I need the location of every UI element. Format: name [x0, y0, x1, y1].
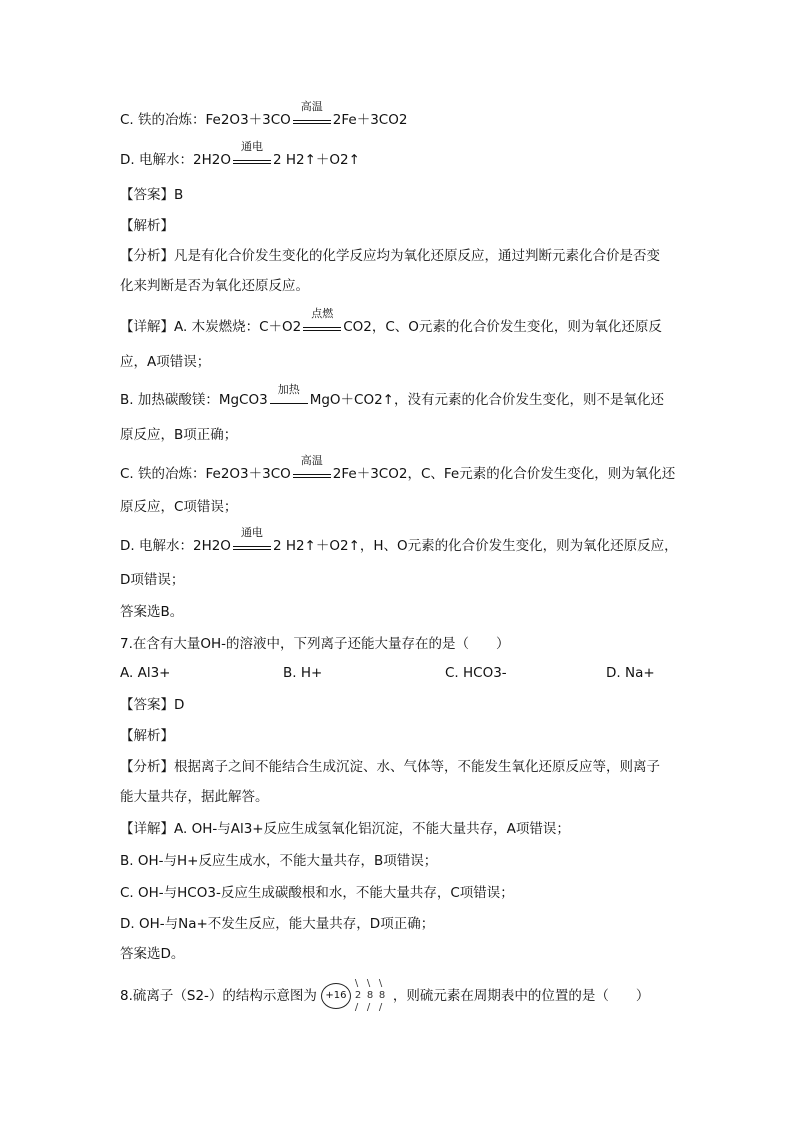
analysis-2-a: 【分析】根据离子之间不能结合生成沉淀、水、气体等，不能发生氧化还原反应等，则离子	[120, 759, 660, 775]
option-c-label: C. 铁的冶炼：	[120, 112, 206, 128]
detail-a-line	[120, 307, 662, 337]
detail-a-text-1: 【详解】A. 木炭燃烧：C＋O2	[120, 319, 302, 335]
question-8	[120, 980, 649, 1012]
analysis-2-b: 能大量共存，据此解答。	[120, 789, 269, 805]
condition-electric-2: 通电	[233, 534, 271, 550]
option-d-eq-right: 2 H2↑＋O2↑	[272, 152, 360, 168]
shell-1: \ 2 /	[354, 978, 362, 1013]
shell-3: \ 8 /	[378, 978, 386, 1013]
detail-d-cont: D项错误；	[120, 572, 185, 588]
detail-d-line	[120, 526, 678, 556]
option-d-line	[120, 140, 360, 170]
final-answer-1: 答案选B。	[120, 604, 184, 620]
detail-b-line	[120, 383, 664, 410]
q7-option-c: C. HCO3-	[445, 665, 507, 681]
detail-b-text-2: MgO＋CO2↑，没有元素的化合价发生变化，则不是氧化还	[309, 392, 664, 408]
condition-ignite: 点燃	[303, 315, 341, 331]
q7-option-a: A. Al3+	[120, 665, 171, 681]
question-8-pre: 8.硫离子（S2-）的结构示意图为	[120, 988, 317, 1004]
analysis-1-a: 【分析】凡是有化合价发生变化的化学反应均为氧化还原反应，通过判断元素化合价是否变	[120, 248, 660, 264]
q7-detail-c: C. OH-与HCO3-反应生成碳酸根和水，不能大量共存，C项错误；	[120, 885, 514, 901]
detail-c-line	[120, 454, 676, 484]
condition-heat: 加热	[270, 391, 308, 404]
question-7: 7.在含有大量OH-的溶液中，下列离子还能大量存在的是（ ）	[120, 636, 510, 652]
answer-1: 【答案】B	[120, 187, 184, 203]
nucleus: +16	[321, 983, 351, 1009]
option-d-label: D. 电解水：	[120, 152, 193, 168]
detail-b-text-1: B. 加热碳酸镁：MgCO3	[120, 392, 268, 408]
q7-option-b: B. H+	[283, 665, 323, 681]
analysis-1-b: 化来判断是否为氧化还原反应。	[120, 278, 309, 294]
detail-a-text-2: CO2，C、O元素的化合价发生变化，则为氧化还原反	[343, 319, 662, 335]
detail-a-cont: 应，A项错误；	[120, 354, 211, 370]
option-d-eq-left: 2H2O	[192, 152, 231, 168]
option-c-eq-left: Fe2O3＋3CO	[205, 112, 291, 128]
shell-2: \ 8 /	[366, 978, 374, 1013]
detail-c-cont: 原反应，C项错误；	[120, 499, 238, 515]
option-c-line	[120, 100, 408, 130]
q7-detail-a: 【详解】A. OH-与Al3+反应生成氢氧化铝沉淀，不能大量共存，A项错误；	[120, 821, 570, 837]
condition-electric: 通电	[233, 148, 271, 164]
q7-option-d: D. Na+	[606, 665, 655, 681]
option-c-eq-right: 2Fe＋3CO2	[332, 112, 408, 128]
question-8-post: ，则硫元素在周期表中的位置的是（ ）	[392, 988, 650, 1004]
detail-d-text-1: D. 电解水：2H2O	[120, 538, 231, 554]
detail-c-text-1: C. 铁的冶炼：Fe2O3＋3CO	[120, 466, 291, 482]
detail-d-text-2: 2 H2↑＋O2↑，H、O元素的化合价发生变化，则为氧化还原反应，	[272, 538, 678, 554]
condition-high-temp: 高温	[293, 108, 331, 124]
sulfur-ion-structure-diagram	[321, 980, 389, 1012]
q7-detail-d: D. OH-与Na+不发生反应，能大量共存，D项正确；	[120, 916, 435, 932]
final-answer-2: 答案选D。	[120, 946, 185, 962]
analysis-heading-2: 【解析】	[120, 728, 174, 744]
condition-high-temp-2: 高温	[293, 462, 331, 478]
q7-detail-b: B. OH-与H+反应生成水，不能大量共存，B项错误；	[120, 853, 438, 869]
answer-2: 【答案】D	[120, 697, 185, 713]
detail-b-cont: 原反应，B项正确；	[120, 427, 238, 443]
analysis-heading-1: 【解析】	[120, 218, 174, 234]
detail-c-text-2: 2Fe＋3CO2，C、Fe元素的化合价发生变化，则为氧化还	[332, 466, 676, 482]
